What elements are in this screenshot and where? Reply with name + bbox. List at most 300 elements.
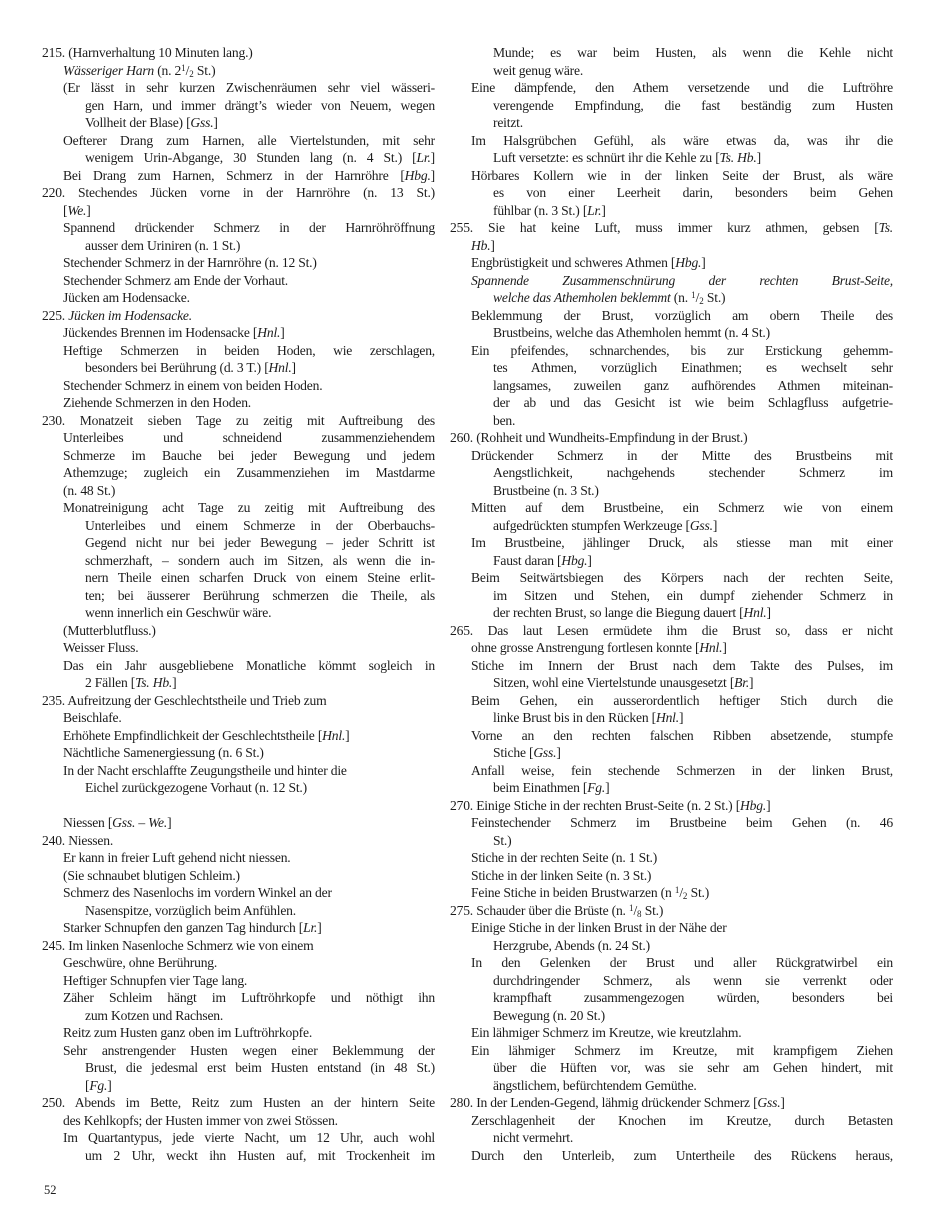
- text-segment: ]: [766, 605, 771, 620]
- text-segment: Eichel zurückgezogene Vorhaut (n. 12 St.): [85, 780, 307, 795]
- text-line: [450, 377, 893, 395]
- text-segment: 215. (Harnverhaltung 10 Minuten lang.): [42, 45, 253, 60]
- text-segment: Niessen [: [63, 815, 113, 830]
- text-segment: Stechender Schmerz in der Harnröhre (n. 12 St.): [63, 255, 317, 270]
- text-segment: ben.: [493, 412, 516, 428]
- text-segment: Stechender Schmerz am Ende der Vorhaut.: [63, 272, 288, 288]
- text-segment: reitzt.: [493, 115, 523, 130]
- text-segment: ]: [490, 237, 495, 253]
- text-segment: ]: [712, 517, 718, 533]
- text-segment: ]: [587, 552, 592, 568]
- text-line: [42, 797, 435, 815]
- text-segment: ausser dem Uriniren (n. 1 St.): [85, 237, 241, 253]
- text-line: [42, 447, 435, 465]
- text-segment: wenn innerlich ein Geschwür wäre.: [85, 605, 272, 620]
- text-segment: 2: [699, 296, 704, 306]
- text-line: [42, 79, 435, 97]
- text-line: [450, 79, 893, 97]
- text-line: [42, 1077, 435, 1095]
- text-segment: We.: [67, 202, 87, 218]
- text-segment: Stiche in der rechten Seite (n. 1 St.): [471, 850, 658, 865]
- text-segment: aufgedrückten stumpfen Werkzeuge [: [493, 517, 690, 533]
- text-segment: Br.: [734, 675, 750, 690]
- text-line: [42, 902, 435, 920]
- text-line: [450, 674, 893, 692]
- text-line: [450, 202, 893, 220]
- text-line: [42, 394, 435, 412]
- text-segment: Lr.: [416, 150, 431, 165]
- text-line: [42, 1042, 435, 1060]
- text-segment: Hnl.: [268, 360, 292, 375]
- text-segment: Brust, die jedesmal erst beim Husten entstand (in 48 St.): [85, 1060, 435, 1075]
- text-segment: Faust daran [: [493, 552, 562, 568]
- text-line: [450, 919, 893, 937]
- text-segment: ]: [766, 797, 771, 813]
- text-line: [450, 972, 893, 990]
- text-line: [450, 1129, 893, 1147]
- text-segment: Spannende Zusammenschnürung der rechten Brust-Seite,: [471, 272, 893, 288]
- text-line: [450, 359, 893, 377]
- text-segment: Spannend drückender Schmerz in der Harnröhröffnung: [63, 220, 435, 235]
- text-line: [450, 429, 893, 447]
- text-segment: Ts. Hb.: [135, 675, 173, 690]
- text-segment: [: [63, 202, 68, 218]
- text-segment: Vollheit der Blase) [: [85, 115, 191, 130]
- text-segment: ]: [678, 710, 684, 725]
- text-line: [42, 552, 435, 570]
- text-line: [450, 639, 893, 657]
- text-segment: Athemzuge; zugleich ein Zusammenziehen im Mastdarme: [63, 465, 435, 480]
- text-line: [42, 219, 435, 237]
- text-segment: St.): [687, 885, 710, 900]
- text-segment: weit genug wäre.: [493, 62, 584, 78]
- text-line: [450, 534, 893, 552]
- text-segment: Stiche in der linken Seite (n. 3 St.): [471, 867, 652, 883]
- text-line: [42, 1094, 435, 1112]
- text-line: [450, 709, 893, 727]
- page-number: 52: [44, 1183, 57, 1197]
- text-line: [450, 1042, 893, 1060]
- text-segment: 265. Das laut Lesen ermüdete ihm die Brust so, dass er nicht: [450, 622, 893, 638]
- text-segment: welche das Athemholen beklemmt: [493, 290, 671, 305]
- text-line: [42, 62, 435, 80]
- text-segment: Beim Gehen, ein ausserordentlich heftiger Stich durch die: [471, 692, 893, 708]
- text-line: [450, 1147, 893, 1165]
- text-line: [42, 709, 435, 727]
- text-segment: Zäher Schleim hängt im Luftröhrkopfe und nöthigt ihn: [63, 990, 435, 1005]
- text-line: [42, 429, 435, 447]
- text-line: [42, 849, 435, 867]
- text-segment: /: [695, 290, 700, 305]
- text-segment: Unterleibes und einem Schmerze in der Oberbauchs-: [85, 517, 435, 533]
- text-line: [42, 1112, 435, 1130]
- text-segment: Starker Schnupfen den ganzen Tag hindurch [: [63, 920, 304, 935]
- text-segment: Hnl.: [322, 727, 346, 743]
- text-line: [42, 359, 435, 377]
- text-segment: Ein pfeifendes, schnarchendes, bis zur Erstickung gehemm-: [471, 342, 893, 358]
- text-segment: St.): [493, 832, 512, 848]
- text-segment: (Sie schnaubet blutigen Schleim.): [63, 867, 240, 883]
- text-line: [42, 779, 435, 797]
- text-segment: im Sitzen und Stehen, ein dumpf ziehender Schmerz in: [493, 587, 893, 603]
- text-line: [450, 412, 893, 430]
- text-segment: St.): [641, 902, 664, 918]
- text-line: [42, 412, 435, 430]
- text-line: [450, 149, 893, 167]
- text-line: [450, 272, 893, 290]
- text-segment: beim Einathmen [: [493, 780, 588, 795]
- text-segment: 275. Schauder über die Brüste (n.: [450, 902, 629, 918]
- text-line: [42, 44, 435, 62]
- text-segment: 220. Stechendes Jücken vorne in der Harnröhre (n. 13 St.): [42, 185, 435, 200]
- text-line: [450, 184, 893, 202]
- text-line: [42, 744, 435, 762]
- text-line: [42, 867, 435, 885]
- text-segment: Das ein Jahr ausgebliebene Monatliche kömmt sogleich in: [63, 657, 435, 673]
- text-segment: [: [85, 1077, 90, 1093]
- text-segment: (Er lässt in sehr kurzen Zwischenräumen sehr viel wässeri-: [63, 80, 435, 95]
- text-line: [450, 1059, 893, 1077]
- text-line: [450, 867, 893, 885]
- text-line: [42, 482, 435, 500]
- text-segment: Hbg.: [404, 167, 431, 183]
- text-line: [42, 377, 435, 395]
- text-line: [450, 937, 893, 955]
- text-segment: Gegend nicht nur bei jeder Bewegung – jeder Schritt ist: [85, 535, 435, 550]
- text-line: [450, 254, 893, 272]
- text-segment: Gss. – We.: [112, 815, 168, 830]
- text-line: [42, 1129, 435, 1147]
- text-segment: ]: [317, 920, 322, 935]
- text-segment: Gss.: [190, 115, 214, 130]
- text-line: [42, 587, 435, 605]
- text-line: [42, 132, 435, 150]
- text-segment: Ein lähmiger Schmerz im Kreutze, wie kreutzlahm.: [471, 1025, 742, 1040]
- text-line: [450, 779, 893, 797]
- text-line: [42, 237, 435, 255]
- text-segment: ]: [749, 675, 754, 690]
- text-segment: Heftiger Schnupfen vier Tage lang.: [63, 972, 248, 988]
- text-line: [450, 797, 893, 815]
- text-segment: Lr.: [587, 202, 602, 218]
- text-segment: Oefterer Drang zum Harnen, alle Viertelstunden, mit sehr: [63, 132, 435, 148]
- text-columns: [42, 44, 893, 1164]
- text-line: [42, 289, 435, 307]
- text-line: [450, 814, 893, 832]
- text-segment: 1: [691, 290, 696, 300]
- text-line: [450, 499, 893, 517]
- text-segment: es von einer Leerheit darin, besonders beim Gehen: [493, 185, 893, 200]
- text-segment: Schmerze im Bauche bei jeder Bewegung und jedem: [63, 447, 435, 463]
- text-segment: Bewegung (n. 20 St.): [493, 1007, 605, 1023]
- text-segment: Gss.: [757, 1095, 781, 1110]
- text-line: [42, 342, 435, 360]
- text-segment: ]: [430, 150, 435, 165]
- text-segment: Jücken im Hodensacke.: [68, 307, 192, 323]
- text-segment: 1: [181, 62, 186, 73]
- text-line: [450, 219, 893, 237]
- text-segment: Im Quartantypus, jede vierte Nacht, um 12 Uhr, auch wohl: [63, 1130, 435, 1145]
- text-segment: Fg.: [587, 780, 606, 795]
- text-line: [450, 394, 893, 412]
- text-segment: krampfhaft zusammengezogen würden, besonders bei: [493, 990, 893, 1005]
- text-segment: Wässeriger Harn: [63, 62, 155, 78]
- text-segment: 255. Sie hat keine Luft, muss immer kurz athmen, gebsen [: [450, 220, 879, 235]
- text-segment: Hörbares Kollern wie in der linken Seite der Brust, als wäre: [471, 167, 893, 183]
- text-segment: linke Brust bis in den Rücken [: [493, 710, 656, 725]
- text-line: [42, 604, 435, 622]
- text-segment: Hnl.: [743, 605, 767, 620]
- text-line: [42, 149, 435, 167]
- text-line: [450, 464, 893, 482]
- text-line: [450, 884, 893, 902]
- text-segment: Beim Seitwärtsbiegen des Körpers nach der rechten Seite,: [471, 570, 893, 585]
- text-line: [42, 762, 435, 780]
- text-line: [42, 1007, 435, 1025]
- text-line: [42, 727, 435, 745]
- text-segment: wenigem Urin-Abgange, 30 Stunden lang (n. 4 St.) [: [85, 150, 417, 165]
- text-line: [42, 884, 435, 902]
- text-segment: Drückender Schmerz in der Mitte des Brustbeins mit: [471, 447, 893, 463]
- text-line: [42, 1147, 435, 1165]
- text-line: [450, 954, 893, 972]
- text-line: [450, 62, 893, 80]
- text-line: [42, 989, 435, 1007]
- text-segment: Aengstlichkeit, nachgehends stechender Schmerz im: [493, 465, 893, 480]
- text-segment: Stiche im Innern der Brust nach dem Takte des Pulses, im: [471, 657, 893, 673]
- text-segment: Ts. Hb.: [719, 150, 757, 165]
- text-line: [450, 744, 893, 762]
- text-line: [42, 307, 435, 325]
- text-segment: Durch den Unterleib, zum Untertheile des Rückens heraus,: [471, 1147, 893, 1163]
- text-segment: Luft versetzte: es schnürt ihr die Kehle zu [: [493, 150, 720, 165]
- text-line: [42, 692, 435, 710]
- column-right: [450, 44, 893, 1164]
- text-line: [42, 569, 435, 587]
- text-line: [42, 534, 435, 552]
- text-line: [450, 902, 893, 920]
- text-segment: Weisser Fluss.: [63, 640, 139, 655]
- text-segment: Hnl.: [257, 325, 281, 340]
- text-line: [42, 674, 435, 692]
- text-segment: ]: [601, 202, 606, 218]
- text-segment: 250. Abends im Bette, Reitz zum Husten an der hintern Seite: [42, 1095, 435, 1110]
- text-line: [450, 1094, 893, 1112]
- text-line: [450, 1024, 893, 1042]
- text-line: [450, 97, 893, 115]
- text-segment: Beischlafe.: [63, 710, 122, 725]
- text-segment: Geschwüre, ohne Berührung.: [63, 955, 218, 970]
- text-segment: ohne grosse Anstrengung fortlesen konnte [: [471, 640, 700, 655]
- text-segment: ]: [291, 360, 296, 375]
- text-line: [450, 44, 893, 62]
- text-segment: /: [633, 902, 638, 918]
- text-line: [42, 814, 435, 832]
- text-segment: Schmerz des Nasenlochs im vordern Winkel an der: [63, 885, 332, 900]
- text-segment: durchdringender Schmerz, als wenn sie verrenkt oder: [493, 972, 893, 988]
- text-segment: Herzgrube, Abends (n. 24 St.): [493, 937, 650, 953]
- text-segment: Brustbeine (n. 3 St.): [493, 482, 599, 498]
- text-segment: ]: [86, 202, 91, 218]
- text-segment: Im Brustbeine, jählinger Druck, als stiesse man mit einer: [471, 535, 893, 550]
- text-line: [42, 254, 435, 272]
- text-line: [450, 517, 893, 535]
- text-line: [450, 1007, 893, 1025]
- text-segment: 245. Im linken Nasenloche Schmerz wie von einem: [42, 937, 314, 953]
- text-line: [42, 972, 435, 990]
- text-segment: Fg.: [89, 1077, 108, 1093]
- text-segment: Erhöhete Empfindlichkeit der Geschlechtstheile [: [63, 727, 323, 743]
- text-line: [42, 657, 435, 675]
- text-segment: des Kehlkopfs; der Husten immer von zwei Stössen.: [63, 1112, 338, 1128]
- text-segment: schmerzhaft, – sondern auch im Sitzen, als wenn die in-: [85, 552, 435, 568]
- text-segment: Hbg.: [561, 552, 588, 568]
- text-segment: (Mutterblutfluss.): [63, 622, 156, 638]
- text-segment: ]: [107, 1077, 112, 1093]
- text-segment: Engbrüstigkeit und schweres Athmen [: [471, 255, 676, 270]
- text-line: [42, 499, 435, 517]
- text-line: [450, 604, 893, 622]
- column-left: [42, 44, 435, 1164]
- text-segment: Er kann in freier Luft gehend nicht niessen.: [63, 850, 291, 865]
- text-line: [450, 587, 893, 605]
- text-segment: In den Gelenken der Brust und aller Rückgratwirbel ein: [471, 955, 893, 970]
- text-segment: Einige Stiche in der linken Brust in der Nähe der: [471, 920, 727, 935]
- text-segment: 260. (Rohheit und Wundheits-Empfindung in der Brust.): [450, 430, 748, 445]
- text-segment: ]: [605, 780, 610, 795]
- text-line: [450, 1112, 893, 1130]
- text-segment: gen Harn, und immer drängt’s wieder von Neuem, wegen: [85, 97, 435, 113]
- text-line: [450, 552, 893, 570]
- text-segment: nern Theile einen scharfen Druck von einem Steine erlit-: [85, 570, 435, 585]
- text-line: [450, 307, 893, 325]
- text-segment: Mitten auf dem Brustbeine, ein Schmerz wie von einem: [471, 500, 893, 515]
- text-line: [450, 132, 893, 150]
- text-segment: Stechender Schmerz in einem von beiden Hoden.: [63, 377, 323, 393]
- text-line: [42, 184, 435, 202]
- text-segment: nicht vermehrt.: [493, 1130, 574, 1145]
- text-segment: In der Nacht erschlaffte Zeugungstheile und hinter die: [63, 762, 347, 778]
- text-segment: Stiche [: [493, 745, 534, 760]
- text-segment: ]: [756, 150, 761, 165]
- text-segment: Eine dämpfende, den Athem versetzende und die Luftröhre: [471, 80, 893, 95]
- text-segment: (n.: [670, 290, 692, 305]
- text-line: [42, 517, 435, 535]
- text-segment: ]: [430, 167, 435, 183]
- text-line: [450, 342, 893, 360]
- text-segment: Hbg.: [675, 255, 702, 270]
- text-segment: Nächtliche Samenergiessung (n. 6 St.): [63, 745, 264, 760]
- text-line: [42, 954, 435, 972]
- text-segment: (n. 2: [154, 62, 182, 78]
- text-segment: Hb.: [471, 237, 491, 253]
- text-line: [42, 114, 435, 132]
- text-segment: ]: [722, 640, 727, 655]
- text-segment: 2: [682, 891, 688, 901]
- text-line: [450, 324, 893, 342]
- text-segment: ]: [172, 675, 177, 690]
- text-segment: Heftige Schmerzen in beiden Hoden, wie zerschlagen,: [63, 342, 435, 358]
- text-segment: Bei Drang zum Harnen, Schmerz in der Harnröhre [: [63, 167, 405, 183]
- text-segment: 240. Niessen.: [42, 832, 114, 848]
- text-segment: Ziehende Schmerzen in den Hoden.: [63, 395, 251, 410]
- text-line: [450, 762, 893, 780]
- text-segment: Unterleibes und schneidend zusammenziehendem: [63, 430, 435, 445]
- text-segment: um 2 Uhr, weckt ihn Husten auf, mit Trockenheit im: [85, 1147, 435, 1163]
- text-segment: 280. In der Lenden-Gegend, lähmig drückender Schmerz [: [450, 1095, 758, 1110]
- text-line: [42, 622, 435, 640]
- text-line: [42, 937, 435, 955]
- text-segment: ]: [167, 815, 172, 830]
- text-segment: ]: [345, 727, 350, 743]
- text-segment: Ein lähmiger Schmerz im Kreutze, mit krampfigem Ziehen: [471, 1042, 893, 1058]
- text-line: [42, 1059, 435, 1077]
- text-segment: Lr.: [303, 920, 318, 935]
- text-line: [450, 482, 893, 500]
- text-segment: Sitzen, wohl eine Viertelstunde unausgesetzt [: [493, 675, 735, 690]
- text-line: [450, 447, 893, 465]
- text-segment: ]: [556, 745, 561, 760]
- text-segment: Anfall weise, fein stechende Schmerzen in der linken Brust,: [471, 762, 893, 778]
- text-segment: Im Halsgrübchen Gefühl, als wäre etwas da, was ihr die: [471, 132, 893, 148]
- text-segment: ]: [213, 115, 218, 130]
- text-segment: ängstlichem, befürchtendem Gemüthe.: [493, 1077, 697, 1093]
- text-segment: der ab und das Gesicht ist wie beim Schlagfluss aufgetrie-: [493, 395, 893, 410]
- text-segment: besonders bei Berührung (d. 3 T.) [: [85, 360, 269, 375]
- text-segment: /: [185, 62, 190, 78]
- text-line: [450, 849, 893, 867]
- text-segment: tes Athmen, vorzüglich Einathmen; es wechselt sehr: [493, 360, 893, 375]
- text-segment: Vorne an den rechten falschen Ribben absetzende, stumpfe: [471, 727, 893, 743]
- text-segment: ]: [701, 255, 706, 270]
- text-line: [450, 289, 893, 307]
- text-line: [42, 832, 435, 850]
- text-line: [450, 622, 893, 640]
- text-segment: fühlbar (n. 3 St.) [: [493, 202, 588, 218]
- text-segment: Hnl.: [699, 640, 723, 655]
- text-line: [42, 464, 435, 482]
- text-segment: 230. Monatzeit sieben Tage zu zeitig mit Auftreibung des: [42, 412, 435, 428]
- text-segment: 1: [628, 902, 634, 913]
- text-line: [450, 727, 893, 745]
- text-segment: 235. Aufreitzung der Geschlechtstheile und Trieb zum: [42, 692, 327, 708]
- text-segment: St.): [703, 290, 726, 305]
- text-segment: Nasenspitze, vorzüglich beim Anfühlen.: [85, 902, 296, 918]
- text-line: [42, 1024, 435, 1042]
- text-segment: 2 Fällen [: [85, 675, 136, 690]
- text-segment: Monatreinigung acht Tage zu zeitig mit Auftreibung des: [63, 500, 435, 515]
- text-segment: Reitz zum Husten ganz oben im Luftröhrkopfe.: [63, 1025, 313, 1040]
- text-segment: 2: [189, 68, 194, 79]
- text-segment: 8: [637, 908, 642, 919]
- text-segment: Gss.: [689, 517, 713, 533]
- text-segment: Hbg.: [740, 797, 767, 813]
- text-segment: zum Kotzen und Rachsen.: [85, 1007, 224, 1023]
- text-segment: Brustbeins, welche das Athemholen hemmt (n. 4 St.): [493, 325, 770, 340]
- text-segment: Ts.: [878, 220, 893, 235]
- text-line: [450, 237, 893, 255]
- text-segment: 270. Einige Stiche in der rechten Brust-Seite (n. 2 St.) [: [450, 797, 741, 813]
- text-line: [42, 639, 435, 657]
- text-line: [450, 989, 893, 1007]
- text-segment: Hnl.: [655, 710, 679, 725]
- text-segment: Feinstechender Schmerz im Brustbeine beim Gehen (n. 46: [471, 815, 893, 830]
- text-line: [450, 167, 893, 185]
- text-segment: über die Hüften vor, was sie sehr am Gehen hindert, mit: [493, 1060, 893, 1075]
- text-segment: ]: [280, 325, 285, 340]
- text-segment: der rechten Brust, so lange die Biegung dauert [: [493, 605, 744, 620]
- text-segment: verengende Empfindung, die fast beständig zum Husten: [493, 97, 893, 113]
